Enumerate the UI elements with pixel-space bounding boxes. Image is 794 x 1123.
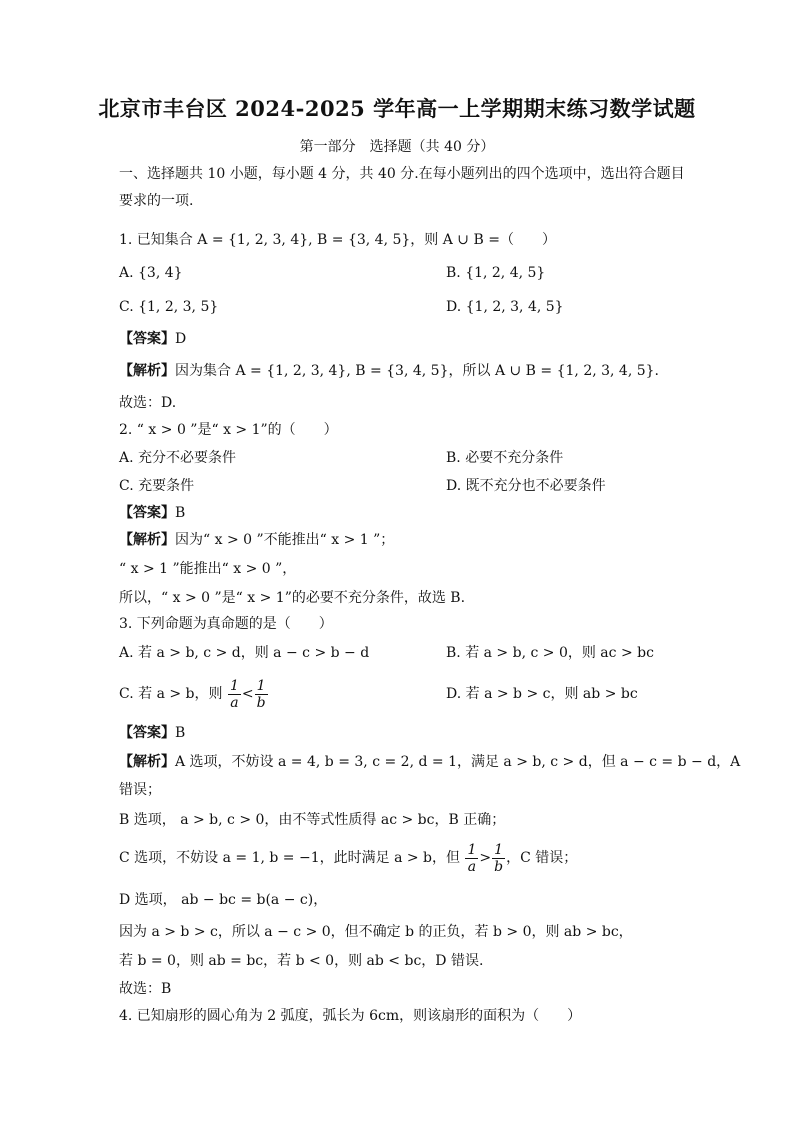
q1-answer-value: D — [175, 331, 187, 347]
q2-answer-value: B — [175, 505, 186, 521]
q3-analysis-6: 因为 a > b > c，所以 a − c > 0，但不确定 b 的正负，若 b > 0，则 ab > bc， — [119, 924, 633, 940]
q3-analysis-3: B 选项， a > b, c > 0，由不等式性质得 ac > bc，B 正确； — [119, 812, 506, 828]
analysis-tag: 【解析】 — [119, 363, 175, 379]
q1-option-d: D. {1, 2, 3, 4, 5} — [446, 299, 564, 315]
fraction-denominator: a — [230, 694, 239, 711]
q3-option-c-prefix: C. 若 a > b，则 — [119, 686, 223, 702]
q3-option-c-fraction-2 — [255, 678, 268, 711]
q3-analysis-1 — [119, 752, 740, 772]
q2-analysis-3: 所以，“ x > 0 ”是“ x > 1”的必要不充分条件，故选 B. — [119, 590, 466, 606]
q3-option-c-operator: < — [241, 686, 254, 702]
q2-stem: 2. “ x > 0 ”是“ x > 1”的（ ） — [119, 422, 338, 438]
q3-analysis-4-prefix: C 选项，不妨设 a = 1, b = −1，此时满足 a > b，但 — [119, 850, 461, 866]
q3-option-c-fraction-1 — [228, 678, 241, 711]
answer-tag: 【答案】 — [119, 331, 175, 347]
q3-answer — [119, 723, 185, 743]
q3-option-c — [119, 676, 269, 712]
analysis-tag: 【解析】 — [119, 754, 175, 770]
instructions-line-1: 一、选择题共 10 小题，每小题 4 分，共 40 分.在每小题列出的四个选项中，选出符合题目 — [119, 166, 685, 182]
fraction-denominator: b — [494, 858, 504, 875]
q3-answer-value: B — [175, 725, 186, 741]
q2-answer — [119, 503, 185, 523]
q1-conclusion: 故选：D. — [119, 395, 177, 411]
q3-analysis-fraction-2 — [492, 842, 505, 875]
fraction-numerator: 1 — [229, 677, 239, 694]
q1-option-a: A. {3, 4} — [119, 265, 183, 281]
q3-analysis-fraction-1 — [465, 842, 478, 875]
fraction-denominator: a — [467, 858, 477, 875]
q3-option-d: D. 若 a > b > c，则 ab > bc — [446, 686, 638, 702]
answer-tag: 【答案】 — [119, 725, 175, 741]
q3-analysis-7: 若 b = 0，则 ab = bc，若 b < 0，则 ab < bc，D 错误. — [119, 953, 484, 969]
q3-analysis-4 — [119, 840, 577, 876]
analysis-tag: 【解析】 — [119, 532, 175, 548]
page-title: 北京市丰台区 2024-2025 学年高一上学期期末练习数学试题 — [98, 96, 696, 121]
instructions-line-2: 要求的一项. — [119, 193, 194, 209]
q1-stem: 1. 已知集合 A = {1, 2, 3, 4}, B = {3, 4, 5}，则 A ∪ B =（ ） — [119, 232, 556, 248]
q2-option-b: B. 必要不充分条件 — [446, 450, 564, 466]
q1-analysis-text: 因为集合 A = {1, 2, 3, 4}, B = {3, 4, 5}，所以 A ∪ B = {1, 2, 3, 4, 5}. — [175, 363, 660, 379]
q3-analysis-2: 错误； — [119, 782, 161, 798]
fraction-numerator: 1 — [492, 842, 505, 859]
q2-analysis-1 — [119, 530, 394, 550]
q1-answer — [119, 329, 186, 349]
q3-stem: 3. 下列命题为真命题的是（ ） — [119, 616, 333, 632]
q2-option-c: C. 充要条件 — [119, 478, 195, 494]
q3-option-a: A. 若 a > b, c > d，则 a − c > b − d — [119, 645, 370, 661]
q2-option-d: D. 既不充分也不必要条件 — [446, 478, 606, 494]
q3-analysis-operator: > — [479, 850, 492, 866]
q2-analysis-2: “ x > 1 ”能推出“ x > 0 ”， — [119, 561, 297, 577]
q1-analysis — [119, 361, 659, 381]
q1-option-b: B. {1, 2, 4, 5} — [446, 265, 546, 281]
answer-tag: 【答案】 — [119, 505, 175, 521]
q3-analysis-5: D 选项， ab − bc = b(a − c)， — [119, 892, 328, 908]
fraction-numerator: 1 — [255, 678, 268, 695]
q4-stem: 4. 已知扇形的圆心角为 2 弧度，弧长为 6cm，则该扇形的面积为（ ） — [119, 1008, 582, 1024]
q2-analysis-text-1: 因为“ x > 0 ”不能推出“ x > 1 ”； — [175, 532, 395, 548]
fraction-denominator: b — [256, 694, 266, 711]
q3-analysis-4-suffix: ，C 错误； — [506, 850, 578, 866]
q2-option-a: A. 充分不必要条件 — [119, 450, 237, 466]
q3-option-b: B. 若 a > b, c > 0，则 ac > bc — [446, 645, 654, 661]
section-heading: 第一部分 选择题（共 40 分） — [299, 139, 495, 155]
q3-conclusion: 故选：B — [119, 981, 172, 997]
fraction-numerator: 1 — [467, 841, 477, 858]
q1-option-c: C. {1, 2, 3, 5} — [119, 299, 219, 315]
q3-analysis-text-1: A 选项，不妨设 a = 4, b = 3, c = 2, d = 1，满足 a > b, c > d，但 a − c = b − d，A — [175, 754, 741, 770]
